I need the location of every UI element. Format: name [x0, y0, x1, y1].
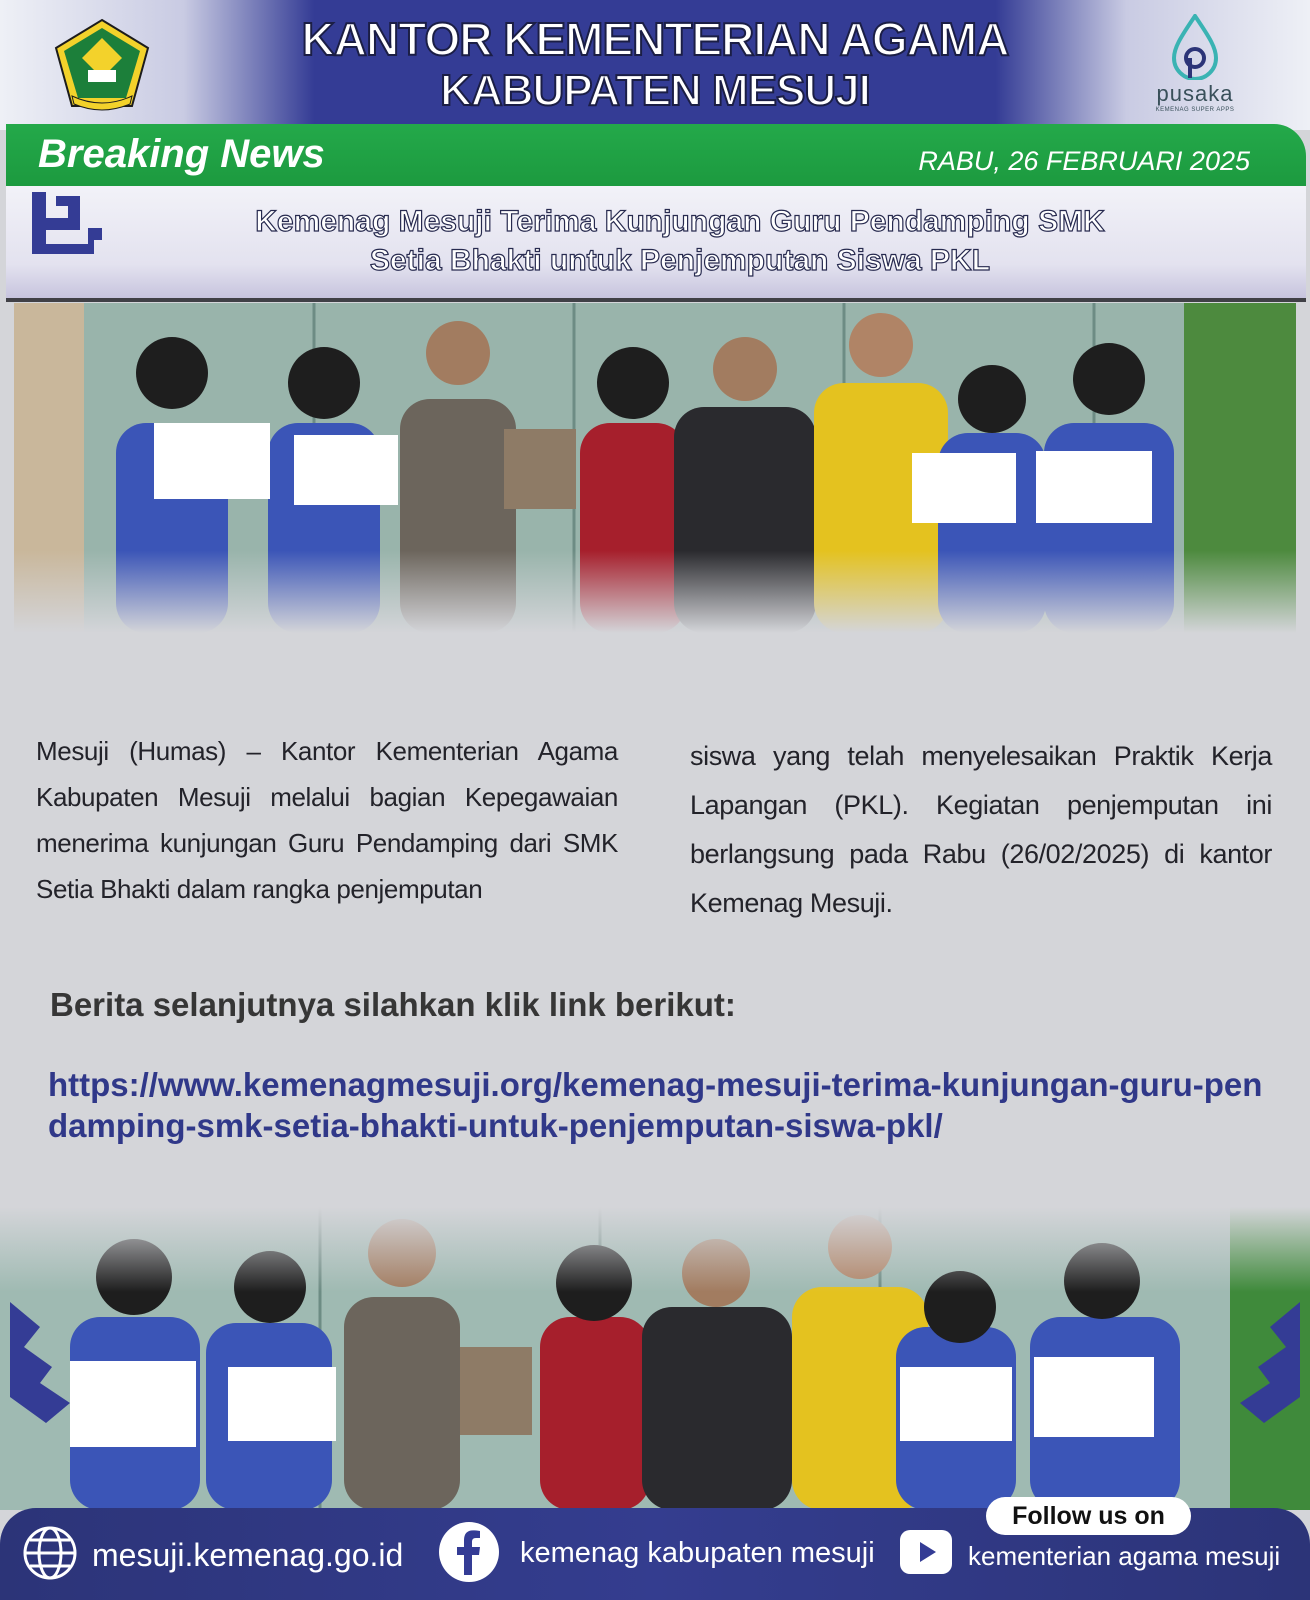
- pusaka-tagline: KEMENAG SUPER APPS: [1155, 107, 1235, 113]
- header-title-line2: KABUPATEN MESUJI: [440, 66, 870, 115]
- link-intro: Berita selanjutnya silahkan klik link berikut:: [50, 986, 736, 1023]
- pusaka-name: pusaka: [1156, 81, 1234, 106]
- facebook-link[interactable]: kemenag kabupaten mesuji: [520, 1537, 875, 1569]
- news-photo: [14, 303, 1296, 633]
- article-column-1: Mesuji (Humas) – Kantor Kementerian Agama Kabupaten Mesuji melalui bagian Kepegawaian menerima kunjungan Guru Pendamping dari SMK Setia Bhakti dalam rangka penjemputan: [36, 736, 618, 904]
- youtube-link[interactable]: kementerian agama mesuji: [968, 1541, 1281, 1571]
- youtube-icon[interactable]: [900, 1530, 952, 1574]
- globe-icon[interactable]: [22, 1525, 78, 1581]
- headline-line1: Kemenag Mesuji Terima Kunjungan Guru Pendamping SMK: [255, 205, 1105, 238]
- website-link[interactable]: mesuji.kemenag.go.id: [92, 1537, 404, 1573]
- facebook-icon[interactable]: [438, 1521, 500, 1583]
- follow-us-label: Follow us on: [986, 1497, 1191, 1535]
- headline: [150, 202, 1210, 280]
- pusaka-logo: [1150, 14, 1240, 119]
- footer-photo: [0, 1207, 1310, 1510]
- breaking-news-label: Breaking News: [38, 132, 325, 176]
- kemenag-emblem-icon: [52, 18, 152, 112]
- news-date: RABU, 26 FEBRUARI 2025: [918, 146, 1250, 176]
- article-link[interactable]: https://www.kemenagmesuji.org/kemenag-mesuji-terima-kunjungan-guru-pendamping-smk-setia-bhakti-untuk-penjemputan-siswa-pkl/: [48, 1066, 1263, 1144]
- headline-line2: Setia Bhakti untuk Penjemputan Siswa PKL: [369, 244, 991, 277]
- header-title-line1: KANTOR KEMENTERIAN AGAMA: [301, 13, 1009, 65]
- ornament-icon: [28, 188, 110, 258]
- pusaka-drop-icon: [1170, 14, 1220, 80]
- article-column-2: siswa yang telah menyelesaikan Praktik Kerja Lapangan (PKL). Kegiatan penjemputan ini berlangsung pada Rabu (26/02/2025) di kantor Kemenag Mesuji.: [690, 741, 1272, 918]
